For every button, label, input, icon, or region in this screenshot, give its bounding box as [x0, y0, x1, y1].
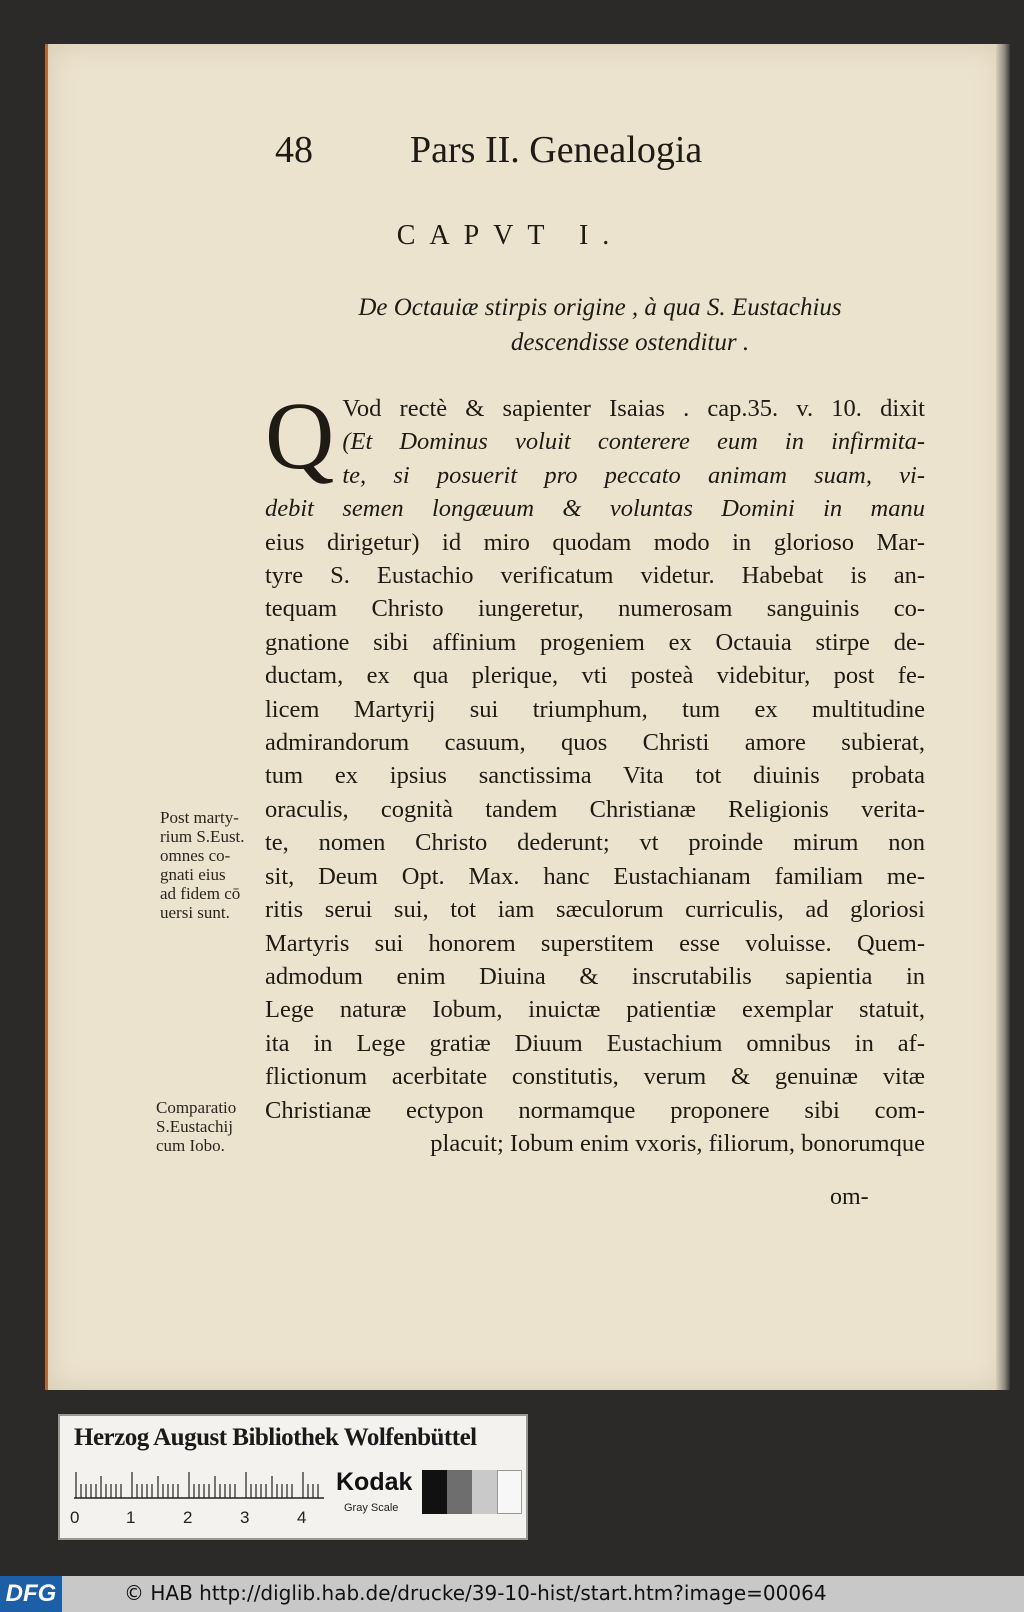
body-line: (Et Dominus voluit conterere eum in infirmita- [342, 428, 925, 456]
body-line: ductam, ex qua plerique, vti posteà videbitur, post fe- [265, 662, 925, 690]
kodak-gray-scale [336, 1466, 516, 1526]
ruler-label: 4 [297, 1508, 307, 1527]
page-edge [996, 44, 1010, 1390]
body-line: admirandorum casuum, quos Christi amore subierat, [265, 729, 925, 757]
body-line: tyre S. Eustachio verificatum videtur. Habebat is an- [265, 562, 925, 590]
margin-note-line: Comparatio [156, 1098, 237, 1117]
margin-note [156, 1098, 256, 1155]
margin-note [160, 808, 260, 922]
library-card [58, 1414, 528, 1540]
body-line: Vod rectè & sapienter Isaias . cap.35. v. 10. dixit [342, 395, 925, 422]
margin-note-line: gnati eius [160, 865, 226, 884]
margin-note-line: S.Eustachij [156, 1117, 233, 1136]
body-line: sit, Deum Opt. Max. hanc Eustachianam familiam me- [265, 862, 925, 890]
body-line: eius dirigetur) id miro quodam modo in glorioso Mar- [265, 528, 925, 556]
page-number: 48 [275, 129, 313, 171]
chapter-summary-line: descendisse ostenditur . [510, 329, 750, 356]
body-line: placuit; Iobum enim vxoris, filiorum, bonorumque [430, 1129, 925, 1157]
body-line: flictionum acerbitate constitutis, verum & genuinæ vitæ [265, 1063, 925, 1091]
source-url[interactable]: © HAB http://diglib.hab.de/drucke/39-10-hist/start.htm?image=00064 [124, 1581, 827, 1605]
body-line: ita in Lege gratiæ Diuum Eustachium omnibus in af- [265, 1029, 925, 1057]
margin-note-line: ad fidem cō [160, 884, 241, 903]
body-line: tum ex ipsius sanctissima Vita tot diuinis probata [265, 762, 925, 790]
gray-swatch-white [497, 1470, 522, 1514]
margin-note-line: omnes co- [160, 846, 231, 865]
margin-note-line: rium S.Eust. [160, 827, 245, 846]
body-line: Lege naturæ Iobum, inuictæ patientiæ exemplar statuit, [265, 996, 925, 1024]
body-line: licem Martyrij sui triumphum, tum ex multitudine [265, 695, 925, 723]
chapter-title: CAPVT I. [396, 220, 624, 251]
body-text [265, 382, 925, 1160]
body-line: gnatione sibi affinium progeniem ex Octauia stirpe de- [265, 628, 925, 656]
dfg-logo[interactable]: DFG [0, 1576, 62, 1612]
ruler-label: 0 [70, 1508, 80, 1527]
body-line: Christianæ ectypon normamque proponere sibi com- [265, 1096, 925, 1124]
gray-swatch-black [422, 1470, 447, 1514]
ruler-label: 2 [183, 1508, 193, 1527]
body-line: te, nomen Christo dederunt; vt proinde mirum non [265, 829, 925, 857]
body-line: te, si posuerit pro peccato animam suam, vi- [342, 461, 925, 489]
gray-swatch-dark [447, 1470, 472, 1514]
page-header [230, 88, 750, 171]
chapter-summary-line: De Octauiæ stirpis origine , à qua S. Eustachius [358, 294, 842, 321]
running-title: Pars II. Genealogia [410, 129, 703, 171]
margin-note-line: Post marty- [160, 808, 239, 827]
chapter-summary [300, 290, 900, 360]
margin-note-line: cum Iobo. [156, 1136, 225, 1155]
body-line: ritis serui sui, tot iam sæculorum curriculis, ad gloriosi [265, 896, 925, 924]
catchword: om- [830, 1184, 869, 1210]
kodak-logo: Kodak [336, 1468, 413, 1496]
footer-bar [0, 1576, 1024, 1612]
ruler-label: 3 [240, 1508, 250, 1527]
kodak-subtitle: Gray Scale [344, 1502, 399, 1514]
body-line: debit semen longæuum & voluntas Domini in manu [265, 495, 925, 523]
body-line: tequam Christo iungeretur, numerosam sanguinis co- [265, 595, 925, 623]
drop-initial: Q [265, 382, 335, 489]
body-line: oraculis, cognità tandem Christianæ Religionis verita- [265, 795, 925, 823]
gray-swatch-light [472, 1470, 497, 1514]
ruler-icon [74, 1472, 324, 1500]
ruler-label: 1 [126, 1508, 136, 1527]
body-line: admodum enim Diuina & inscrutabilis sapientia in [265, 962, 925, 990]
margin-note-line: uersi sunt. [160, 903, 230, 922]
body-line: Martyris sui honorem superstitem esse voluisse. Quem- [265, 929, 925, 957]
library-name: Herzog August Bibliothek Wolfenbüttel [74, 1424, 477, 1451]
